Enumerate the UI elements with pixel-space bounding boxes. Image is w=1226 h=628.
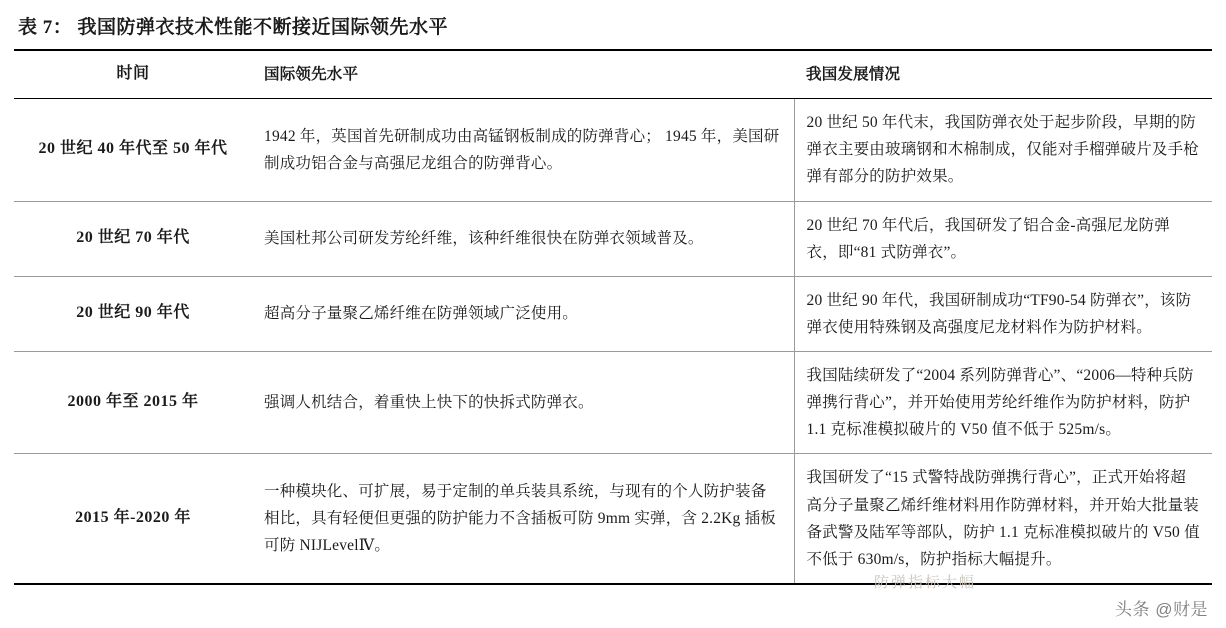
cell-international: 强调人机结合，着重快上快下的快拆式防弹衣。: [252, 352, 794, 454]
watermark: 头条 @财是: [1115, 600, 1208, 619]
column-header-international: 国际领先水平: [252, 50, 794, 99]
cell-time: 2015 年-2020 年: [14, 454, 252, 584]
cell-international: 美国杜邦公司研发芳纶纤维，该种纤维很快在防弹衣领域普及。: [252, 201, 794, 276]
cell-china: 20 世纪 50 年代末，我国防弹衣处于起步阶段，早期的防弹衣主要由玻璃钢和木棉制成，仅能对手榴弹破片及手枪弹有部分的防护效果。: [794, 99, 1212, 201]
column-header-time: 时间: [14, 50, 252, 99]
comparison-table: [14, 49, 1212, 585]
column-header-china: 我国发展情况: [794, 50, 1212, 99]
table-row: [14, 99, 1212, 201]
table-caption: 表 7： 我国防弹衣技术性能不断接近国际领先水平: [18, 17, 449, 38]
cell-time: 2000 年至 2015 年: [14, 352, 252, 454]
table-row: [14, 276, 1212, 351]
cell-international: 超高分子量聚乙烯纤维在防弹领域广泛使用。: [252, 276, 794, 351]
table-row: [14, 352, 1212, 454]
cell-international: 1942 年，英国首先研制成功由高锰钢板制成的防弹背心； 1945 年，美国研制成功铝合金与高强尼龙组合的防弹背心。: [252, 99, 794, 201]
cell-international: 一种模块化、可扩展，易于定制的单兵装具系统，与现有的个人防护装备相比，具有轻便但更强的防护能力不含插板可防 9mm 实弹，含 2.2Kg 插板可防 NIJLevelⅣ。: [252, 454, 794, 584]
table-body: [14, 99, 1212, 584]
cell-time: 20 世纪 40 年代至 50 年代: [14, 99, 252, 201]
table-row: [14, 201, 1212, 276]
faint-overlay-text: 防弹指标大幅: [873, 574, 976, 591]
cell-china: 我国陆续研发了“2004 系列防弹背心”、“2006—特种兵防弹携行背心”，并开始使用芳纶纤维作为防护材料，防护 1.1 克标准模拟破片的 V50 值不低于 525m/s。: [794, 352, 1212, 454]
cell-china: 我国研发了“15 式警特战防弹携行背心”，正式开始将超高分子量聚乙烯纤维材料用作防弹材料，并开始大批量装备武警及陆军等部队，防护 1.1 克标准模拟破片的 V50 值不低于 630m/s，防护指标大幅提升。: [794, 454, 1212, 584]
cell-china: 20 世纪 90 年代，我国研制成功“TF90-54 防弹衣”，该防弹衣使用特殊钢及高强度尼龙材料作为防护材料。: [794, 276, 1212, 351]
table-header: [14, 50, 1212, 99]
table-row: [14, 454, 1212, 584]
cell-china: 20 世纪 70 年代后，我国研发了铝合金-高强尼龙防弹衣，即“81 式防弹衣”。: [794, 201, 1212, 276]
table-header-row: [14, 50, 1212, 99]
cell-time: 20 世纪 70 年代: [14, 201, 252, 276]
cell-time: 20 世纪 90 年代: [14, 276, 252, 351]
